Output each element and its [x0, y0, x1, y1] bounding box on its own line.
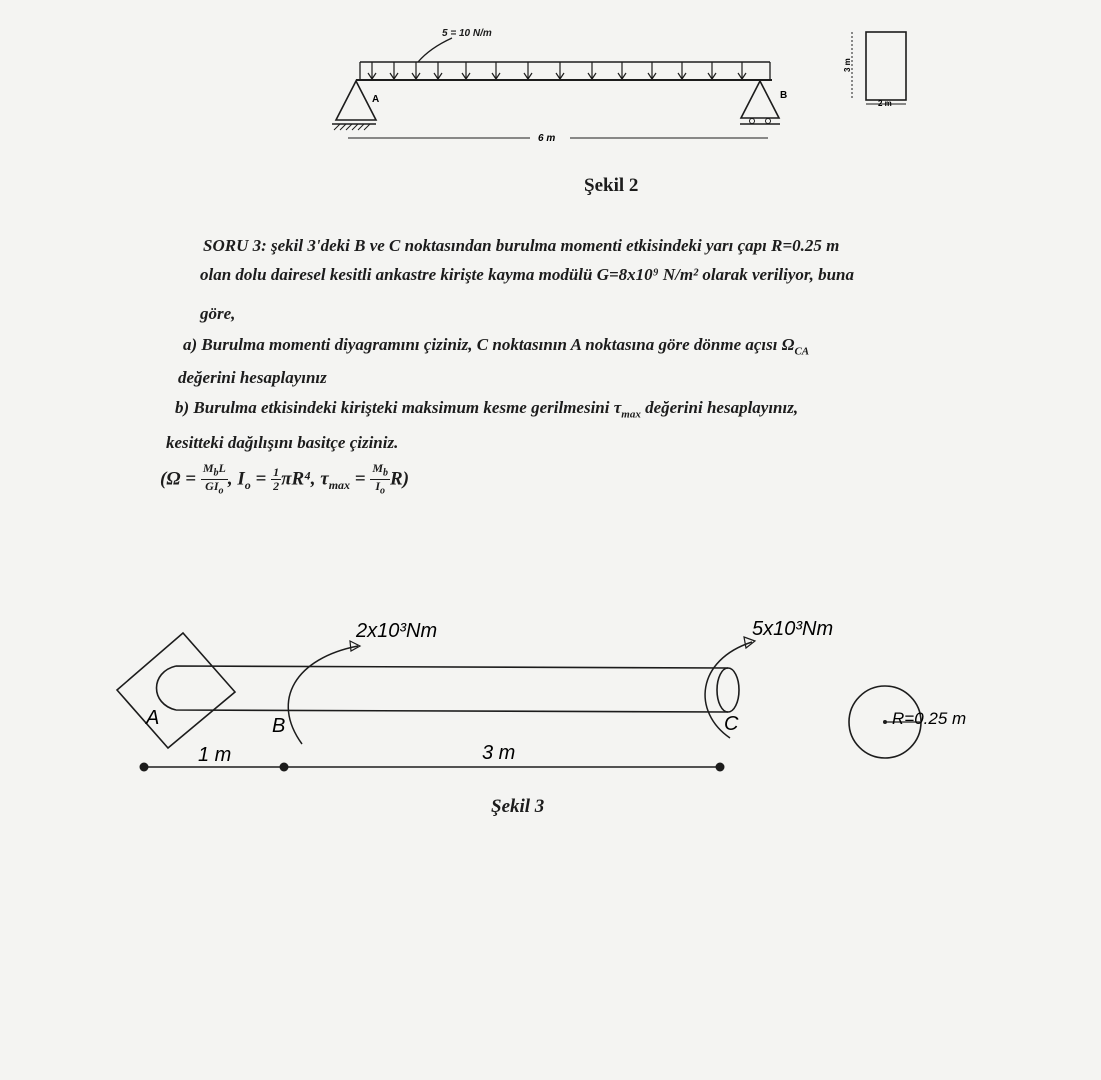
question-line-3: göre, [200, 304, 236, 323]
point-c-label: C [724, 713, 739, 735]
figure-2-diagram [0, 0, 1101, 200]
dim-bc-label: 3 m [482, 742, 516, 764]
section-height-label: 3 m [843, 58, 852, 72]
moment-c-label: 5x10³Nm [752, 618, 834, 640]
span-label: 6 m [538, 133, 556, 144]
fraction-tau: $\frac{M_b}{I_o}$ [372, 461, 389, 497]
point-a-label: A [146, 707, 160, 729]
question-line-1: SORU 3: şekil 3'deki B ve C noktasından burulma momenti etkisindeki yarı çapı R=0.25 m [203, 236, 840, 255]
load-pointer-arrow [418, 38, 452, 62]
roller-support-b [741, 81, 779, 118]
support-a-label: A [372, 94, 380, 105]
section-width-label: 2 m [878, 99, 892, 108]
distributed-load-label: 5 = 10 N/m [442, 28, 492, 39]
question-line-2: olan dolu dairesel kesitli ankastre kirişte kayma modülü G=8x10⁹ N/m² olarak veriliyor, buna [200, 265, 854, 284]
shaft-body [157, 666, 729, 712]
formula-line: (Ω = $\frac{M_bL}{GI_o}$ , $I_o$ = $\frac{1}{2}$ πR⁴, $\tau_{max}$ = $\frac{M_b}{I_o}$ R) [160, 461, 410, 497]
question-line-7: kesitteki dağılışını basitçe çiziniz. [166, 433, 399, 452]
support-b-label: B [780, 90, 788, 101]
figure-3-diagram [0, 600, 1101, 860]
pin-support-a [336, 81, 376, 120]
moment-b-label: 2x10³Nm [356, 620, 438, 642]
shaft-end-c [717, 668, 739, 712]
torque-arrow-b [288, 646, 358, 744]
fraction-half: $\frac{1}{2}$ [273, 465, 280, 494]
cross-section [866, 32, 906, 100]
figure-2-caption: Şekil 2 [584, 175, 639, 196]
question-part-a: a) Burulma momenti diyagramını çiziniz, C noktasının A noktasına göre dönme açısı $\Omega_{CA}$ [183, 335, 810, 358]
point-b-label: B [272, 715, 286, 737]
radius-label: R=0.25 m [892, 709, 967, 728]
fixed-support-a [117, 633, 235, 748]
dim-ab-label: 1 m [198, 744, 232, 766]
question-part-b: b) Burulma etkisindeki kirişteki maksimum kesme gerilmesini $\tau_{max}$ değerini hesaplayınız, [175, 398, 799, 421]
question-line-5: değerini hesaplayınız [178, 368, 327, 387]
load-arrows [368, 62, 746, 79]
figure-3-caption: Şekil 3 [491, 796, 545, 817]
fraction-omega: $\frac{M_bL}{GI_o}$ [202, 461, 226, 497]
